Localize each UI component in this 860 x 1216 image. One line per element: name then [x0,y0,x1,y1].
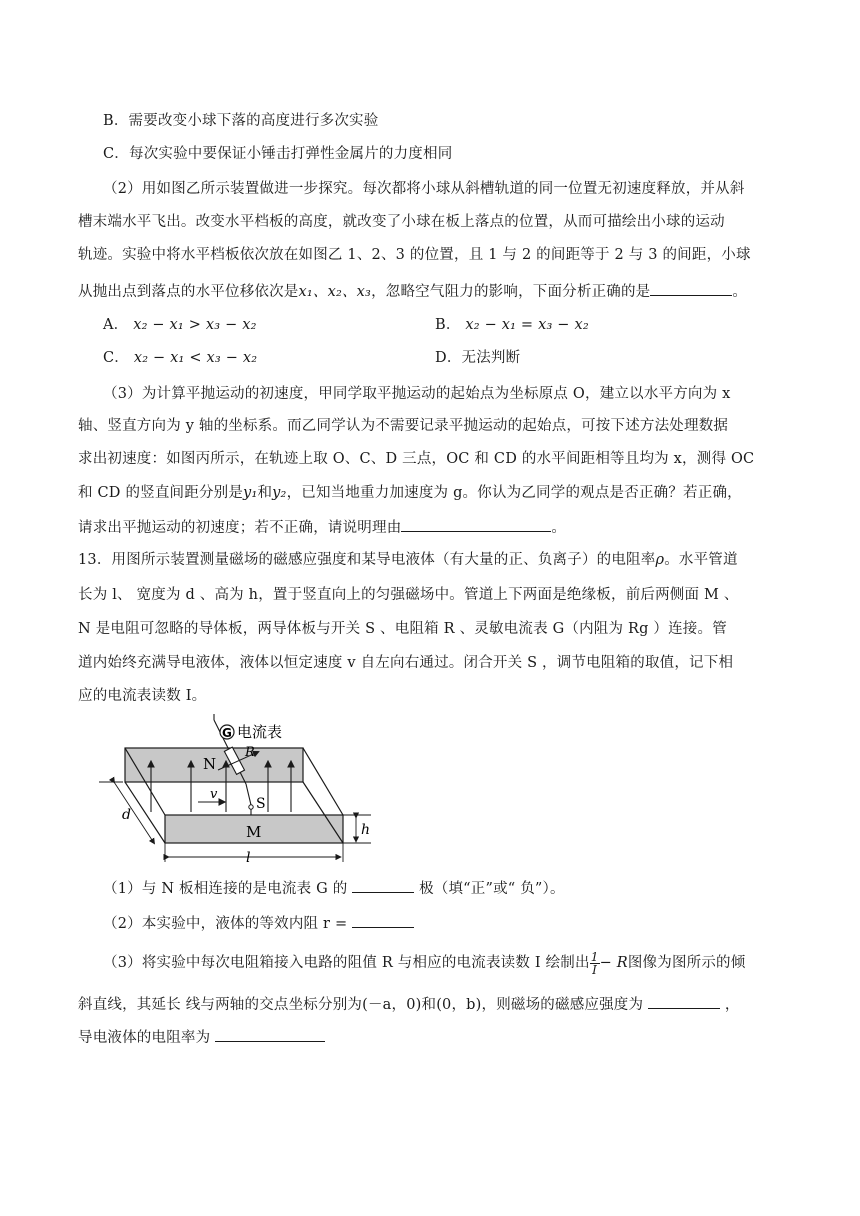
q12-part3-line5-text-b: 。 [551,520,567,536]
q12-part3-line4-text-b: ，已知当地重力加速度为 g。你认为乙同学的观点是否正确？若正确， [286,485,742,501]
q12-y2: y₂ [272,485,287,501]
switch-s-label: S [256,796,266,812]
q12-option-c: C．每次实验中要保证小锤击打弹性金属片的力度相同 [103,146,453,162]
meter-label: 电流表 [237,723,283,741]
circuit-wire [246,784,251,805]
q13-sub3-line3-text-a: 导电液体的电阻率为 [78,1030,211,1046]
edge-right-top [303,748,343,815]
q12-part3-line3: 求出初速度：如图丙所示，在轨迹上取 O、C、D 三点，OC 和 CD 的水平间距相等且均为 x，测得 OC [78,451,755,467]
q13-line1 [78,550,738,570]
q12-part3-line2: 轴、竖直方向为 y 轴的坐标系。而乙同学认为不需要记录平抛运动的起始点，可按下述方法处理数据 [78,418,729,434]
m-label: M [246,823,262,841]
resistor-r-label: R [245,745,255,760]
q12-part2-line4-text-c: 。 [732,284,748,300]
q12-part2-line4 [78,281,747,302]
q12-part3-line4 [78,483,742,503]
n-label: N [203,755,217,773]
q12-part3-line5 [78,517,566,538]
q13-fraction-den: I [592,962,598,977]
q13-resistivity-blank[interactable] [215,1027,325,1042]
q13-sub1-blank[interactable] [352,878,414,893]
q12-choice-a-formula: x₂ − x₁ > x₃ − x₂ [133,317,257,333]
h-label: h [361,822,371,838]
d-dimension-line [114,782,154,843]
switch-s [249,805,253,809]
q12-choice-b-formula: x₂ − x₁ = x₃ − x₂ [465,317,589,333]
q12-choice-b-label: B． [435,317,461,333]
apparatus-figure [96,712,396,872]
q13-sub3-line2-text-a: 斜直线，其延长 线与两轴的交点坐标分别为(－a，0)和(0，b)，则磁场的磁感应强度为 [78,997,644,1013]
q13-rho: ρ [655,552,665,568]
q13-line5: 应的电流表读数 I。 [78,688,207,704]
galvanometer-g-label: G [222,726,232,740]
q13-line3: N 是电阻可忽略的导体板，两导体板与开关 S 、电阻箱 R 、灵敏电流表 G（内阻为 Rg ）连接。管 [78,621,727,637]
q12-choice-a-label: A． [103,317,129,333]
q12-y1: y₁ [243,485,258,501]
q13-fraction [590,951,600,976]
q13-b-field-blank[interactable] [648,994,720,1009]
q13-sub3 [103,950,745,976]
q12-and: 和 [257,485,273,501]
q12-part3-answer-blank[interactable] [401,517,551,532]
q12-part3-line4-text-a: 和 CD 的竖直间距分别是 [78,485,244,501]
q13-sub3-line3 [78,1027,325,1048]
q13-sub3-line2 [78,994,740,1015]
q12-option-b: B．需要改变小球下落的高度进行多次实验 [103,113,379,129]
q12-choice-c-formula: x₂ − x₁ < x₃ − x₂ [133,350,258,366]
q12-choice-b [435,315,589,335]
q13-line1-text-b: 。水平管道 [664,552,738,568]
q12-part2-line4-text-b: ，忽略空气阻力的影响，下面分析正确的是 [371,284,651,300]
q13-line4: 道内始终充满导电液体，液体以恒定速度 v 自左向右通过。闭合开关 S ，调节电阻箱的取值，记下相 [78,655,734,671]
l-label: l [246,850,251,866]
q12-choice-a [103,315,257,335]
q13-sub3-text-b: 图像为图所示的倾 [627,955,746,971]
d-label: d [122,807,131,823]
q12-part3-line1: （3）为计算平抛运动的初速度，甲同学取平抛运动的起始点为坐标原点 O，建立以水平方向为 x [103,386,731,402]
q12-choice-c [103,348,257,368]
q13-line1-text-a: 13．用图所示装置测量磁场的磁感应强度和某导电液体（有大量的正、负离子）的电阻率 [78,552,656,568]
q13-sub1-text-b: 极（填“正”或“ 负”）。 [419,881,565,897]
q13-sub2-text-a: （2）本实验中，液体的等效内阻 r = [103,916,348,932]
q13-minus-r: − R [599,955,628,971]
q13-sub1-text-a: （1）与 N 板相连接的是电流表 G 的 [103,881,348,897]
q12-choice-c-label: C． [103,350,129,366]
q12-part2-line2: 槽末端水平飞出。改变水平档板的高度，就改变了小球在板上落点的位置，从而可描绘出小球的运动 [78,214,725,230]
velocity-label: v [210,787,218,802]
q13-sub3-line2-text-b: ， [724,997,740,1013]
q13-sub2-blank[interactable] [352,913,414,928]
q12-part2-line4-text-a: 从抛出点到落点的水平位移依次是 [78,284,299,300]
q12-choice-d: D．无法判断 [435,350,521,366]
q12-part3-line5-text-a: 请求出平抛运动的初速度；若不正确，请说明理由 [78,520,402,536]
edge-left-bottom [125,782,165,843]
q13-sub1 [103,878,565,899]
q12-part2-line1: （2）用如图乙所示装置做进一步探究。每次都将小球从斜槽轨道的同一位置无初速度释放，并从斜 [103,181,745,197]
q13-line2: 长为 l、 宽度为 d 、高为 h，置于竖直向上的匀强磁场中。管道上下两面是绝缘板，前后两侧面 M 、 [78,587,739,603]
q13-sub2 [103,913,414,934]
q13-fraction-num: 1 [590,949,599,964]
q12-part2-line3: 轨迹。实验中将水平档板依次放在如图乙 1、2、3 的位置，且 1 与 2 的间距等于 2 与 3 的间距，小球 [78,247,751,263]
q13-sub3-text-a: （3）将实验中每次电阻箱接入电路的阻值 R 与相应的电流表读数 I 绘制出 [103,955,590,971]
q12-displacements: x₁、x₂、x₃ [298,284,372,300]
q12-part2-answer-blank[interactable] [650,281,732,296]
